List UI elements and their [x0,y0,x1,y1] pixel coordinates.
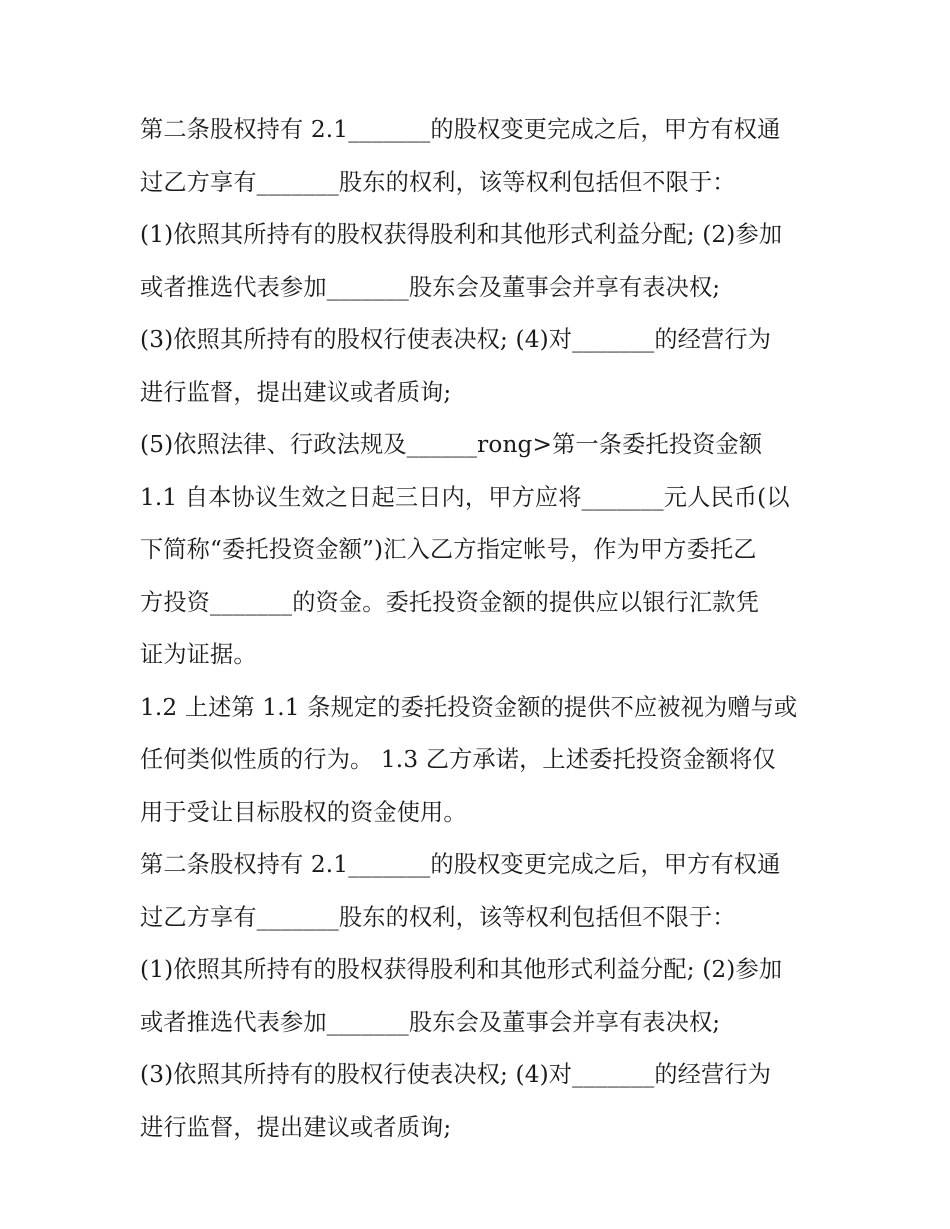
text-line: 下简称“委托投资金额”)汇入乙方指定帐号，作为甲方委托乙 [140,536,757,563]
text-line: 证为证据。 [140,641,257,668]
text-line: 或者推选代表参加_______股东会及董事会并享有表决权; [140,1008,721,1036]
text-line: 任何类似性质的行为。 1.3 乙方承诺，上述委托投资金额将仅 [140,746,776,773]
text-line: 或者推选代表参加_______股东会及董事会并享有表决权; [140,273,721,301]
text-line: (3)依照其所持有的股权行使表决权; (4)对_______的经营行为 [140,1061,772,1088]
text-line: 进行监督，提出建议或者质询; [140,1113,452,1141]
text-line: 方投资_______的资金。委托投资金额的提供应以银行汇款凭 [140,588,759,616]
text-line: 过乙方享有_______股东的权利，该等权利包括但不限于： [140,903,736,931]
text-line: (5)依照法律、行政法规及______rong>第一条委托投资金额 [140,431,763,458]
text-line: 第二条股权持有 2.1_______的股权变更完成之后，甲方有权通 [140,851,781,878]
text-line: (3)依照其所持有的股权行使表决权; (4)对_______的经营行为 [140,326,772,353]
text-line: (1)依照其所持有的股权获得股利和其他形式利益分配; (2)参加 [140,956,783,983]
text-line: 进行监督，提出建议或者质询; [140,378,452,406]
text-line: 第二条股权持有 2.1_______的股权变更完成之后，甲方有权通 [140,116,781,143]
text-line: 过乙方享有_______股东的权利，该等权利包括但不限于： [140,168,736,196]
text-line: 用于受让目标股权的资金使用。 [140,798,467,826]
text-line: 1.2 上述第 1.1 条规定的委托投资金额的提供不应被视为赠与或 [140,693,798,721]
text-line: 1.1 自本协议生效之日起三日内，甲方应将_______元人民币(以 [140,483,790,511]
document-body [140,104,812,1154]
text-line: (1)依照其所持有的股权获得股利和其他形式利益分配; (2)参加 [140,221,783,248]
